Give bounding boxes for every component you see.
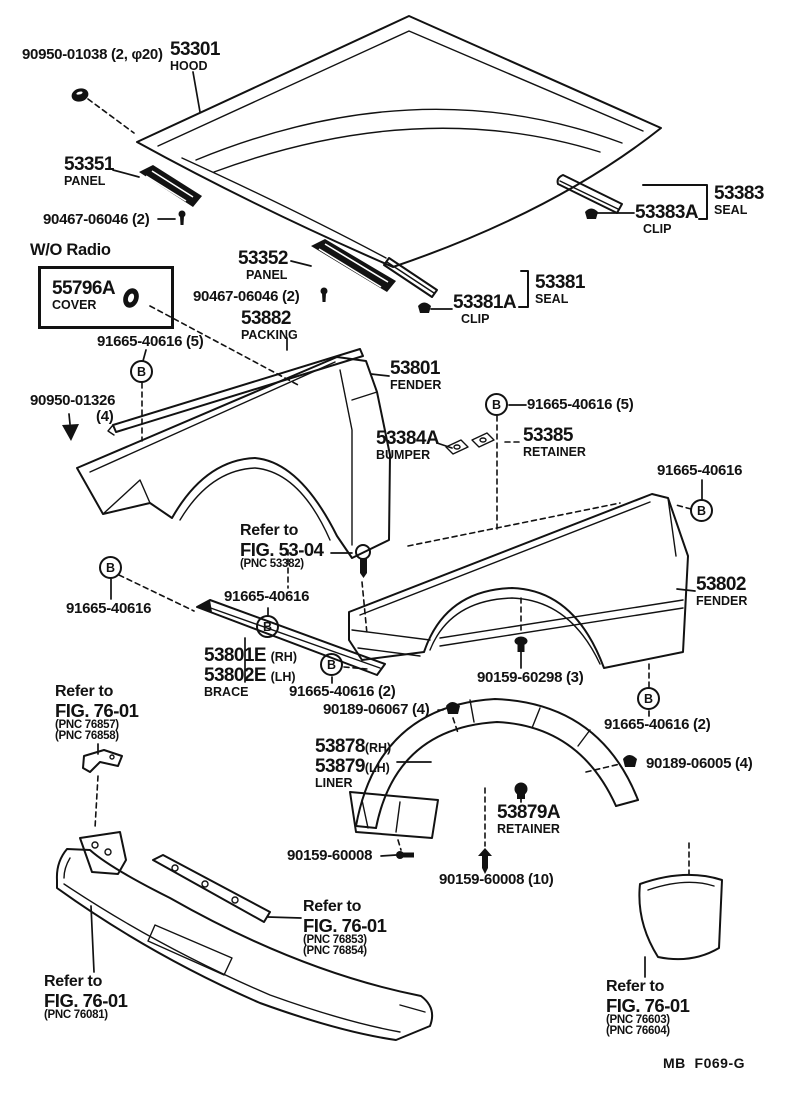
part-number: 53882	[241, 308, 291, 329]
fastener-b-marker: B	[130, 360, 153, 383]
label-hood	[170, 40, 220, 73]
label-bolt-right-qty2	[604, 717, 710, 733]
part-number: 53802	[696, 574, 746, 595]
part-number: 91665-40616 (2)	[289, 683, 396, 700]
pnc-ref: (PNC 76081)	[44, 1008, 108, 1021]
variant-title: W/O Radio	[30, 241, 111, 259]
part-number: 90467-06046 (2)	[193, 288, 300, 305]
fastener-b-marker: B	[485, 393, 508, 416]
mount-bracket-drawing	[83, 750, 122, 772]
part-name: COVER	[52, 297, 97, 312]
part-number: 53801	[390, 358, 440, 379]
label-seal-front	[535, 273, 585, 306]
part-number-lh: 53879(LH)	[315, 755, 390, 777]
part-number: 53381	[535, 272, 585, 293]
screw-panel-front-icon	[179, 211, 186, 226]
part-number: 90159-60298 (3)	[477, 669, 584, 686]
part-number: 91665-40616	[66, 600, 152, 617]
part-name: PANEL	[64, 173, 106, 188]
pnc-ref: (PNC 53382)	[240, 557, 304, 570]
part-name: BRACE	[204, 684, 249, 699]
part-number: 91665-40616	[224, 588, 310, 605]
part-name: LINER	[315, 775, 353, 790]
label-clip-front	[453, 293, 516, 326]
label-packing	[241, 309, 298, 342]
fastener-b-marker: B	[690, 499, 713, 522]
pnc-ref: (PNC 76603)	[606, 1013, 670, 1026]
screw-panel-rear-icon	[321, 288, 328, 303]
part-number: 90159-60008	[287, 847, 373, 864]
part-number: 53352	[238, 248, 288, 269]
refer-text: Refer to	[606, 978, 665, 995]
figure-ref: FIG. 76-01	[55, 699, 139, 721]
bolt-60008-icon	[396, 851, 414, 859]
fastener-b-marker: B	[99, 556, 122, 579]
part-name: PANEL	[246, 267, 288, 282]
label-bolt-right-qty5	[527, 397, 633, 413]
fastener-b-marker: B	[637, 687, 660, 710]
label-retainer-liner	[497, 803, 560, 836]
part-name: CLIP	[461, 311, 490, 326]
part-number: 91665-40616 (5)	[527, 396, 634, 413]
label-fender-left	[390, 359, 441, 392]
fastener-b-marker: B	[320, 653, 343, 676]
clip-06005-icon	[623, 755, 637, 767]
part-name: HOOD	[170, 58, 208, 73]
part-number: 53385	[523, 425, 573, 446]
label-refer-fig76-01-reinforce	[303, 899, 386, 958]
part-number: 53383A	[635, 202, 698, 223]
part-number: 91665-40616 (5)	[97, 333, 204, 350]
part-number: 53384A	[376, 428, 439, 449]
label-bolt-60298	[477, 670, 583, 686]
label-brace	[204, 646, 297, 699]
label-screw-06067	[323, 702, 429, 718]
part-number: 53879A	[497, 802, 560, 823]
refer-text: Refer to	[55, 683, 114, 700]
pnc-ref: (PNC 76854)	[303, 945, 367, 958]
part-name: RETAINER	[497, 821, 560, 836]
figure-code: MB F069-G	[663, 1055, 746, 1071]
label-wo-radio	[30, 242, 111, 259]
part-name: PACKING	[241, 327, 298, 342]
refer-text: Refer to	[44, 973, 103, 990]
seal-front-bracket	[519, 271, 528, 307]
part-number-rh: 53801E (RH)	[204, 645, 297, 666]
part-number: 55796A	[52, 278, 115, 299]
part-number: 90950-01038 (2, φ20)	[22, 46, 163, 63]
part-number: 90189-06005 (4)	[646, 755, 753, 772]
label-cover	[52, 279, 115, 312]
refer-text: Refer to	[240, 522, 299, 539]
part-number: 90189-06067 (4)	[323, 701, 430, 718]
label-bolt-60008	[287, 848, 372, 864]
pnc-ref: (PNC 76857)	[55, 718, 119, 731]
fender-liner-drawing	[350, 699, 638, 838]
part-number: 90950-01326	[30, 392, 116, 409]
part-number: 90159-60008 (10)	[439, 871, 554, 888]
part-qty: (4)	[96, 407, 114, 425]
part-name: BUMPER	[376, 447, 431, 462]
part-name: RETAINER	[523, 444, 586, 459]
label-screw-panel-rear	[193, 289, 299, 305]
part-number: 90467-06046 (2)	[43, 211, 150, 228]
label-seal-side	[714, 184, 764, 217]
label-screw-60008	[439, 872, 553, 888]
pnc-ref: (PNC 76853)	[303, 933, 367, 946]
bolt-60298-icon	[515, 637, 528, 653]
label-fender-right	[696, 575, 747, 608]
bumper-cushion-icons	[446, 433, 494, 454]
label-refer-fig76-01-mudflap	[606, 979, 689, 1038]
pnc-ref: (PNC 76604)	[606, 1025, 670, 1038]
pnc-ref: (PNC 76858)	[55, 730, 119, 743]
part-name: FENDER	[696, 593, 748, 608]
valance-reinforce-drawing	[153, 855, 270, 922]
label-bolt-left-qty5	[97, 334, 203, 350]
label-liner	[315, 737, 391, 790]
label-refer-fig76-01-valance	[44, 974, 127, 1021]
part-number: 53351	[64, 154, 114, 175]
part-number-lh: 53802E (LH)	[204, 664, 296, 686]
mud-flap-drawing	[639, 875, 722, 959]
part-number: 91665-40616	[657, 462, 743, 479]
label-bumper	[376, 429, 439, 462]
grommet-fender-arrow-icon	[62, 424, 79, 441]
label-bolt-left-single	[66, 601, 151, 617]
label-panel-front	[64, 155, 114, 188]
part-number: 53301	[170, 39, 220, 60]
label-clip-side	[635, 203, 698, 236]
part-name: SEAL	[714, 202, 748, 217]
part-number: 53383	[714, 183, 764, 204]
label-bolt-mid-single	[224, 589, 309, 605]
figure-ref: FIG. 76-01	[606, 994, 690, 1016]
label-screw-06005	[646, 756, 752, 772]
label-bolt-mid-qty2	[289, 684, 395, 700]
figure-ref: FIG. 53-04	[240, 538, 324, 560]
grommet-hood-icon	[70, 87, 90, 104]
part-number: 53381A	[453, 292, 516, 313]
part-number-rh: 53878(RH)	[315, 736, 392, 757]
label-bolt-top-right	[657, 463, 742, 479]
label-refer-fig76-01-bracket	[55, 684, 138, 743]
part-number: 91665-40616 (2)	[604, 716, 711, 733]
fastener-b-marker: B	[256, 615, 279, 638]
figure-ref: FIG. 76-01	[44, 989, 128, 1011]
part-name: FENDER	[390, 377, 442, 392]
refer-text: Refer to	[303, 898, 362, 915]
label-retainer-bumper	[523, 426, 586, 459]
label-screw-panel-front	[43, 212, 149, 228]
label-refer-fig53-04	[240, 523, 323, 570]
label-grommet-fender	[30, 393, 115, 424]
label-panel-rear	[238, 249, 288, 282]
label-grommet-hood	[22, 47, 163, 63]
figure-ref: FIG. 76-01	[303, 914, 387, 936]
part-name: CLIP	[643, 221, 672, 236]
part-name: SEAL	[535, 291, 569, 306]
